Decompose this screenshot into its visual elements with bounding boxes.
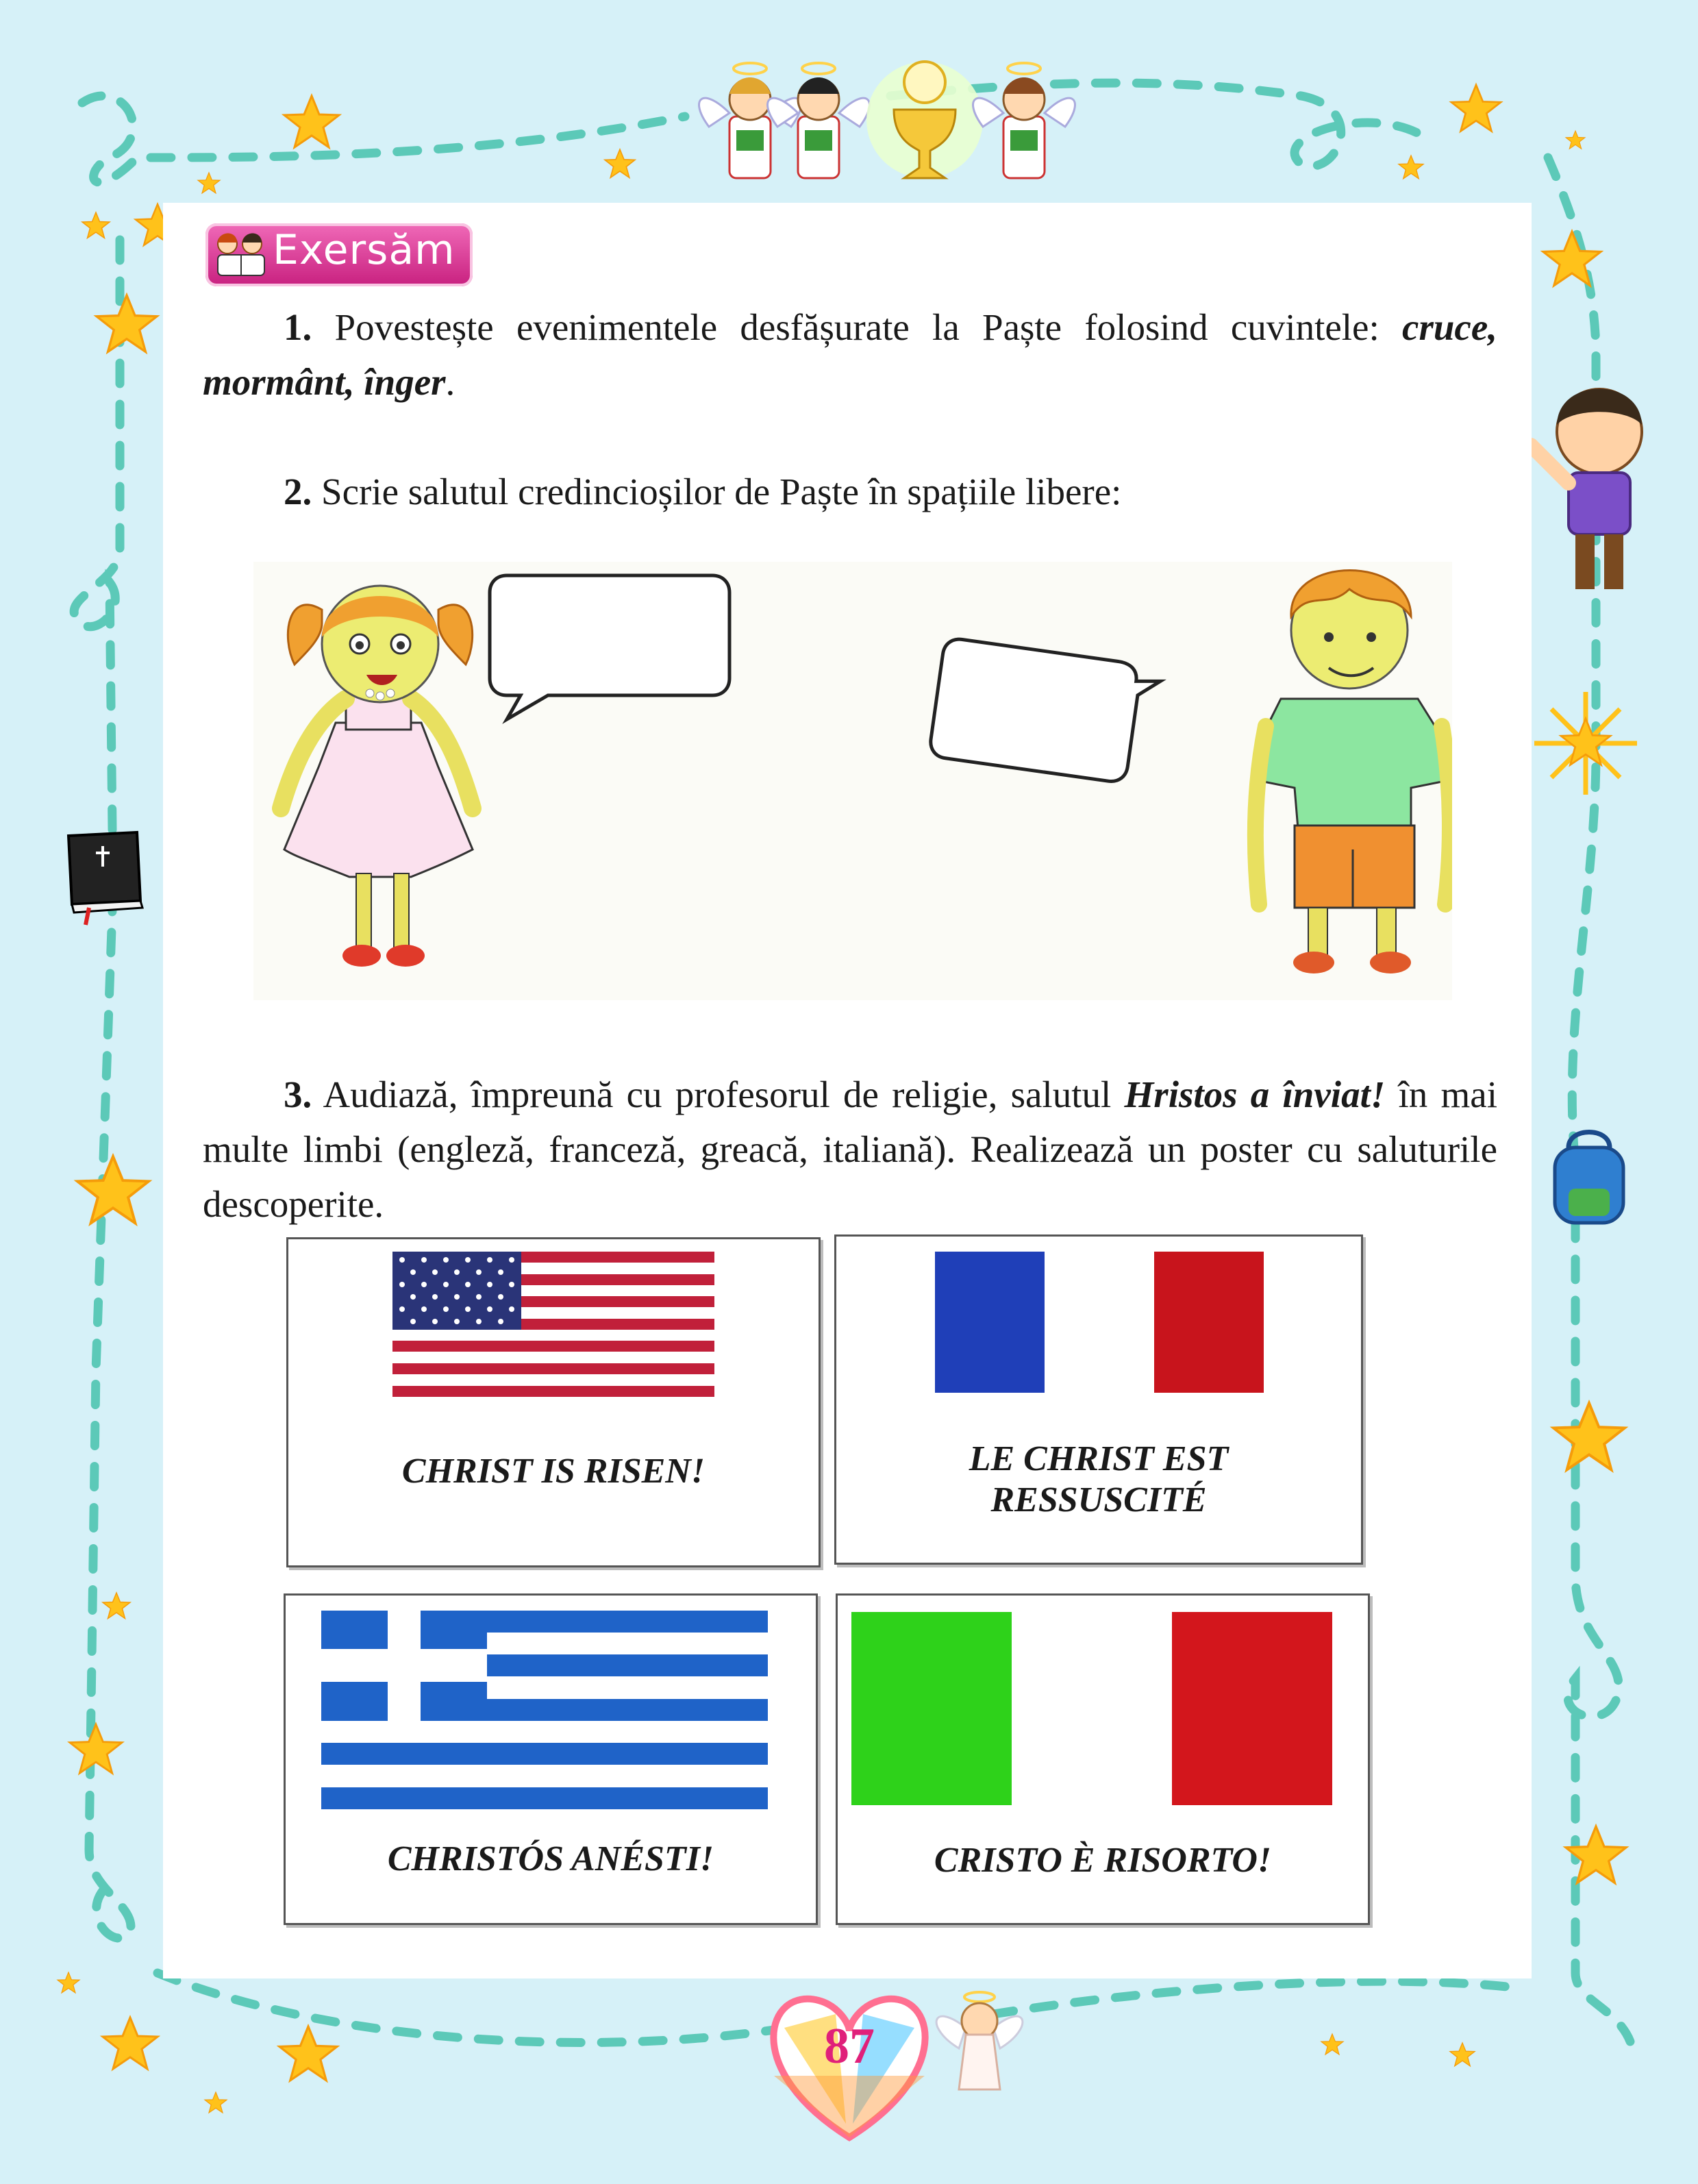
section-badge — [205, 223, 473, 286]
greece-flag — [321, 1611, 768, 1809]
exercise-1-text: Povestește evenimentele desfășurate la Paște folosind cuvintele: — [334, 306, 1379, 348]
bible-icon — [68, 832, 142, 925]
exercise-2 — [203, 464, 1497, 519]
italy-flag — [851, 1612, 1332, 1805]
exercise-2-number: 2. — [284, 471, 312, 512]
card-french-label-line1: LE CHRIST EST — [969, 1439, 1229, 1478]
france-flag — [935, 1252, 1264, 1393]
exercise-2-text: Scrie salutul credincioșilor de Paște în spațiile libere: — [321, 471, 1122, 512]
card-italian-label: CRISTO È RISORTO! — [934, 1841, 1272, 1880]
card-english-label: CHRIST IS RISEN! — [401, 1452, 706, 1491]
exercise-3-text-before: Audiază, împreună cu profesorul de religie, salutul — [323, 1074, 1112, 1115]
card-french — [834, 1234, 1363, 1565]
card-italian — [836, 1593, 1370, 1925]
exercise-3-number: 3. — [284, 1074, 312, 1115]
card-greek — [284, 1593, 818, 1925]
page-number: 87 — [824, 2018, 875, 2074]
usa-flag — [392, 1252, 714, 1397]
card-french-label-line2: RESSUSCITÉ — [990, 1480, 1207, 1519]
children-reading-icon — [212, 227, 270, 282]
card-english — [286, 1237, 821, 1567]
exercise-3-greeting: Hristos a înviat! — [1124, 1074, 1386, 1115]
section-badge-label: Exersăm — [273, 226, 455, 274]
sparkle-icon — [1534, 692, 1637, 795]
exercise-1-end: . — [445, 361, 455, 403]
boy-illustration — [1531, 389, 1642, 590]
angels-illustration — [699, 62, 1075, 178]
exercise-1-number: 1. — [284, 306, 312, 348]
exercise-1 — [203, 300, 1497, 410]
exercise-1-keywords: cruce, mormânt, înger — [203, 306, 1498, 403]
exercise-3-text-after: în mai multe limbi (engleză, franceză, greacă, italiană). Realizează un poster cu saluturile descoperite. — [203, 1074, 1497, 1225]
exercise-3 — [203, 1067, 1497, 1232]
card-greek-label: CHRISTÓS ANÉSTI! — [387, 1839, 714, 1878]
angel-icon — [936, 1992, 1023, 2089]
backpack-icon — [1555, 1132, 1623, 1224]
children-speech-illustration — [253, 562, 1452, 1000]
